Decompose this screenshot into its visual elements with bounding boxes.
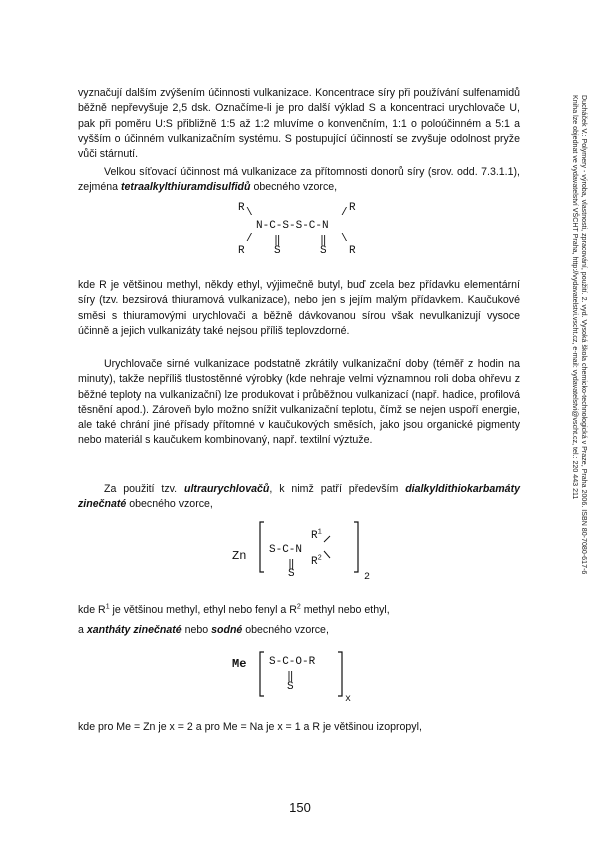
paragraph-accelerators: Urychlovače sirné vulkanizace podstatně zkrátily vulkanizační doby (téměř z hodin na minuty), takže nepříliš tlustostěnné výrobky (kde nehraje velmi významnou roli doba ohřevu z běžné teploty na vulkanizační) lze produkovat i průběžnou vulkanizací (např. hadice, profilová těsnění apod.). Zároveň bylo možno snížit vulkanizační teplotu, čímž se nejen uspoří energie, ale také chrání jiné přísady přítomné v kaučukových směsích, jako jsou organické pigmenty nebo materiál s kaučukem kombinovaný, např. textilní výztuže. (78, 358, 520, 447)
formula-double-bond: ‖ (274, 235, 281, 247)
formula-superscript: 1 (317, 528, 322, 537)
sidebar-citation (548, 95, 588, 655)
formula-s: S (320, 245, 327, 257)
formula-r: R (238, 202, 245, 214)
paragraph-sulfenamide: vyznačují dalším zvýšením účinnosti vulkanizace. Koncentrace síry při používání sulfenamidů běžně nepřevyšuje 2,5 dsk. Označíme-li je pro další výklad S a koncentraci urychlovače U, pak při poměru U:S přibližně 1:5 až 1:2 mluvíme o konvenčním, 1:1 o poloúčinném a 5:1 a vyšším o účinném vulkanizačním systému. S postupující účinností se zvyšuje odolnost pryže vůči stárnutí. (78, 87, 520, 161)
formula-chain: S-C-O-R (269, 656, 316, 668)
formula-r: R (238, 245, 245, 257)
paragraph-ultra-accelerators (78, 482, 520, 513)
formula-r: R (349, 245, 356, 257)
formula-r-symbol: R (311, 530, 318, 542)
paragraph-text: nebo (181, 624, 212, 636)
emphasis-term: tetraalkylthiuramdisulfidů (121, 181, 251, 194)
formula-s: S (287, 681, 294, 693)
formula-r: R (349, 202, 356, 214)
emphasis-term: dialkyldithiokarbamáty zinečnaté (78, 483, 520, 511)
formula-double-bond: ‖ (287, 671, 294, 683)
paragraph-text: je většinou methyl, ethyl nebo fenyl a R (109, 604, 297, 616)
paragraph-me-definition: kde pro Me = Zn je x = 2 a pro Me = Na je x = 1 a R je většinou izopropyl, (78, 721, 422, 733)
formula-r-symbol: R (311, 556, 318, 568)
formula-s: S (274, 245, 281, 257)
formula-double-bond: ‖ (288, 559, 295, 571)
paragraph-thiuram-intro (78, 165, 520, 196)
citation-line: Ducháček V.: Polymery - výroba, vlastnosti, zpracování, použití. 2. vyd. Vysoká škola chemicko-technologická v Praze, Praha 2006. ISBN 80-7080-617-6 (580, 95, 588, 575)
formula-zn: Zn (232, 549, 247, 563)
paragraph-text: , k nimž patří především (269, 483, 406, 495)
paragraph-text: kde R (78, 604, 106, 616)
formula-superscript: 2 (317, 554, 322, 563)
paragraph-xanthates (78, 623, 520, 638)
paragraph-text: obecného vzorce, (242, 624, 329, 636)
formula-s: S (288, 568, 295, 580)
formula-bond: \ (246, 207, 253, 219)
paragraph-thiuram-detail: kde R je většinou methyl, někdy ethyl, výjimečně butyl, buď zcela bez přídavku elementární síry (tzv. bezsirová thiuramová vulkanizace), nebo jen s jejím malým přídavkem. Kaučukové směsi s thiuramovými urychlovači a běžně dávkovanou sírou však nevulkanizují vysoce účinně a jejich vulkanizáty také nejsou příliš teplovzdorné. (78, 279, 520, 337)
formula-bond: / (341, 207, 348, 219)
formula-chain: S-C-N (269, 544, 303, 556)
paragraph-text: obecného vzorce, (126, 498, 213, 511)
formula-double-bond: ‖ (320, 235, 327, 247)
paragraph-text: methyl nebo ethyl, (300, 604, 390, 616)
citation-line: Kniha lze objednat ve vydavatelství VŠCHT Praha, http://vydavatelstvi.vscht.cz, e-mail: vydavatelstvi@vscht.cz, tel.: 220 443 211 (571, 95, 579, 500)
page-number: 150 (289, 800, 311, 815)
paragraph-text: a (78, 624, 87, 636)
emphasis-term: sodné (211, 624, 243, 636)
paragraph-text: Velkou síťovací účinnost má vulkanizace za přítomnosti donorů síry (srov. odd. 7.3.1.1), zejména (78, 166, 520, 194)
formula-subscript: 2 (364, 572, 371, 583)
formula-chain: N-C-S-S-C-N (256, 220, 329, 232)
formula-r1 (311, 530, 322, 542)
paragraph-text: Za použití tzv. (104, 483, 184, 495)
emphasis-term: ultraurychlovačů (184, 483, 270, 495)
formula-subscript: x (345, 694, 352, 705)
superscript: 2 (296, 603, 301, 611)
paragraph-text: obecného vzorce, (250, 181, 338, 194)
formula-r2 (311, 556, 322, 568)
emphasis-term: xantháty zinečnaté (86, 624, 182, 636)
paragraph-r-definition (78, 603, 520, 618)
superscript: 1 (105, 603, 110, 611)
formula-bond: \ (341, 233, 348, 245)
formula-me: Me (232, 657, 247, 671)
formula-bond: / (246, 233, 253, 245)
